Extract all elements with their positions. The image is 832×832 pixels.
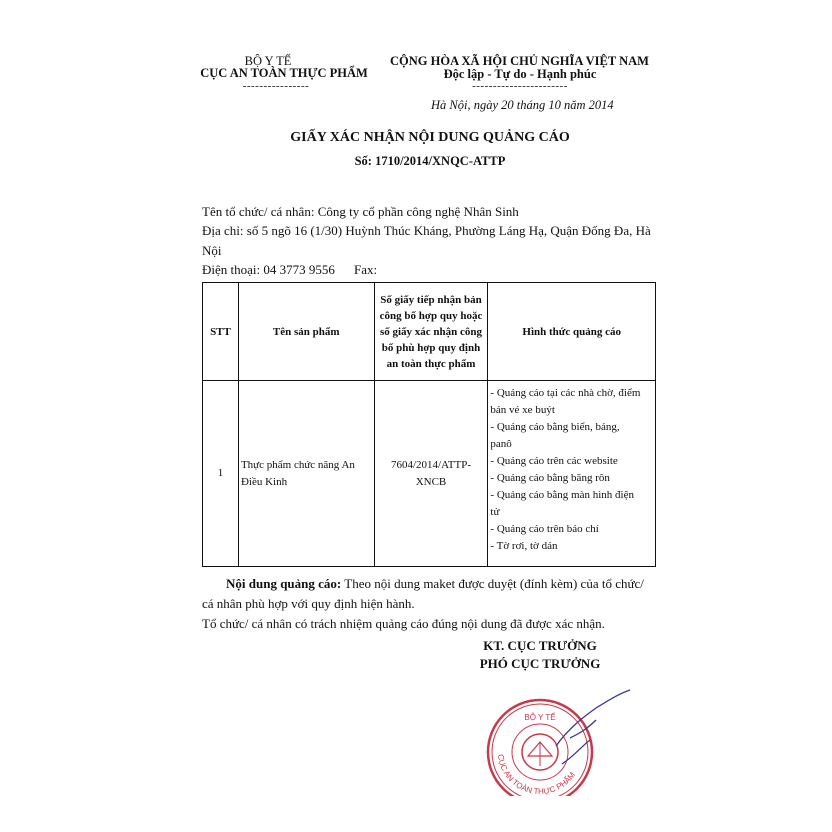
date-line: Hà Nội, ngày 20 tháng 10 năm 2014	[431, 98, 614, 112]
document-number: Số: 1710/2014/XNQC-ATTP	[354, 154, 506, 168]
org-name-line: Tên tổ chức/ cá nhân: Công ty cổ phần công nghệ Nhân Sinh	[202, 204, 519, 219]
ad-form-line: - Quảng cáo bằng biển, bảng,	[490, 421, 620, 433]
agency-name: CỤC AN TOÀN THỰC PHẨM	[200, 66, 368, 80]
org-address-line2: Nội	[202, 243, 222, 258]
official-stamp	[478, 686, 638, 796]
content-text1: Theo nội dung maket được duyệt (đính kèm) của tổ chức/	[341, 576, 644, 591]
content-line2: cá nhân phù hợp với quy định hiện hành.	[202, 596, 415, 611]
ad-form-line: tử	[490, 506, 500, 518]
col-header-ad-form: Hình thức quảng cáo	[488, 283, 656, 381]
product-line: Điều Kinh	[240, 475, 288, 488]
cert-number-line: 7604/2014/ATTP-	[390, 458, 472, 471]
ad-form-line: panô	[490, 438, 512, 450]
ad-form-line: - Quảng cáo bằng băng rôn	[490, 472, 610, 484]
product-table	[202, 282, 656, 567]
national-motto: Độc lập - Tự do - Hạnh phúc	[443, 67, 597, 81]
signature-title2: PHÓ CỤC TRƯỞNG	[479, 656, 601, 671]
org-address-line1: Địa chỉ: số 5 ngõ 16 (1/30) Huỳnh Thúc Kháng, Phường Láng Hạ, Quận Đống Đa, Hà	[202, 223, 651, 238]
cert-header-line: an toàn thực phẩm	[386, 357, 476, 370]
cert-number-line: XNCB	[415, 475, 447, 488]
content-line1	[226, 574, 644, 593]
cert-header-line: bố phù hợp quy định	[381, 341, 481, 354]
document-title: GIẤY XÁC NHẬN NỘI DUNG QUẢNG CÁO	[290, 130, 570, 145]
row-cert-number	[374, 381, 488, 567]
row-ad-forms	[488, 381, 656, 567]
country-name: CỘNG HÒA XÃ HỘI CHỦ NGHĨA VIỆT NAM	[390, 54, 649, 68]
product-line: Thực phẩm chức năng An	[240, 458, 355, 471]
cert-header-line: công bố hợp quy hoặc	[379, 309, 483, 322]
table-header-row	[203, 283, 656, 381]
cert-header-line: số giấy xác nhận công	[379, 325, 483, 338]
row-product	[238, 381, 374, 567]
org-phone-line: Điện thoại: 04 3773 9556	[202, 262, 335, 277]
table-row	[203, 381, 656, 567]
signature-title1: KT. CỤC TRƯỞNG	[483, 638, 597, 653]
ministry-name: BỘ Y TẾ	[244, 54, 292, 68]
responsibility-line: Tổ chức/ cá nhân có trách nhiệm quảng cáo đúng nội dung đã được xác nhận.	[202, 616, 605, 631]
ad-form-line: - Quảng cáo trên các website	[490, 455, 618, 467]
col-header-product: Tên sản phẩm	[238, 283, 374, 381]
ad-form-line: - Quảng cáo trên báo chí	[490, 523, 599, 535]
col-header-stt: STT	[203, 283, 239, 381]
stamp-top-text: BỘ Y TẾ	[524, 713, 556, 722]
content-label: Nội dung quảng cáo:	[226, 576, 342, 591]
header-right-divider: -----------------------	[472, 80, 568, 92]
col-header-cert	[374, 283, 488, 381]
stamp-ring-text: CỤC AN TOÀN THỰC PHẨM	[495, 753, 578, 796]
svg-text:CỤC AN TOÀN THỰC PHẨM	[496, 754, 577, 796]
ad-form-line: - Quảng cáo tại các nhà chờ, điểm	[490, 387, 641, 399]
ad-form-line: bán vé xe buýt	[490, 404, 555, 416]
ad-form-line: - Quảng cáo bằng màn hình điện	[490, 489, 634, 501]
ad-form-line: - Tờ rơi, tờ dán	[490, 540, 558, 552]
org-fax-label: Fax:	[354, 262, 378, 277]
row-stt: 1	[203, 381, 239, 567]
cert-header-line: Số giấy tiếp nhận bản	[380, 293, 482, 306]
header-left-divider: ----------------	[242, 80, 310, 92]
